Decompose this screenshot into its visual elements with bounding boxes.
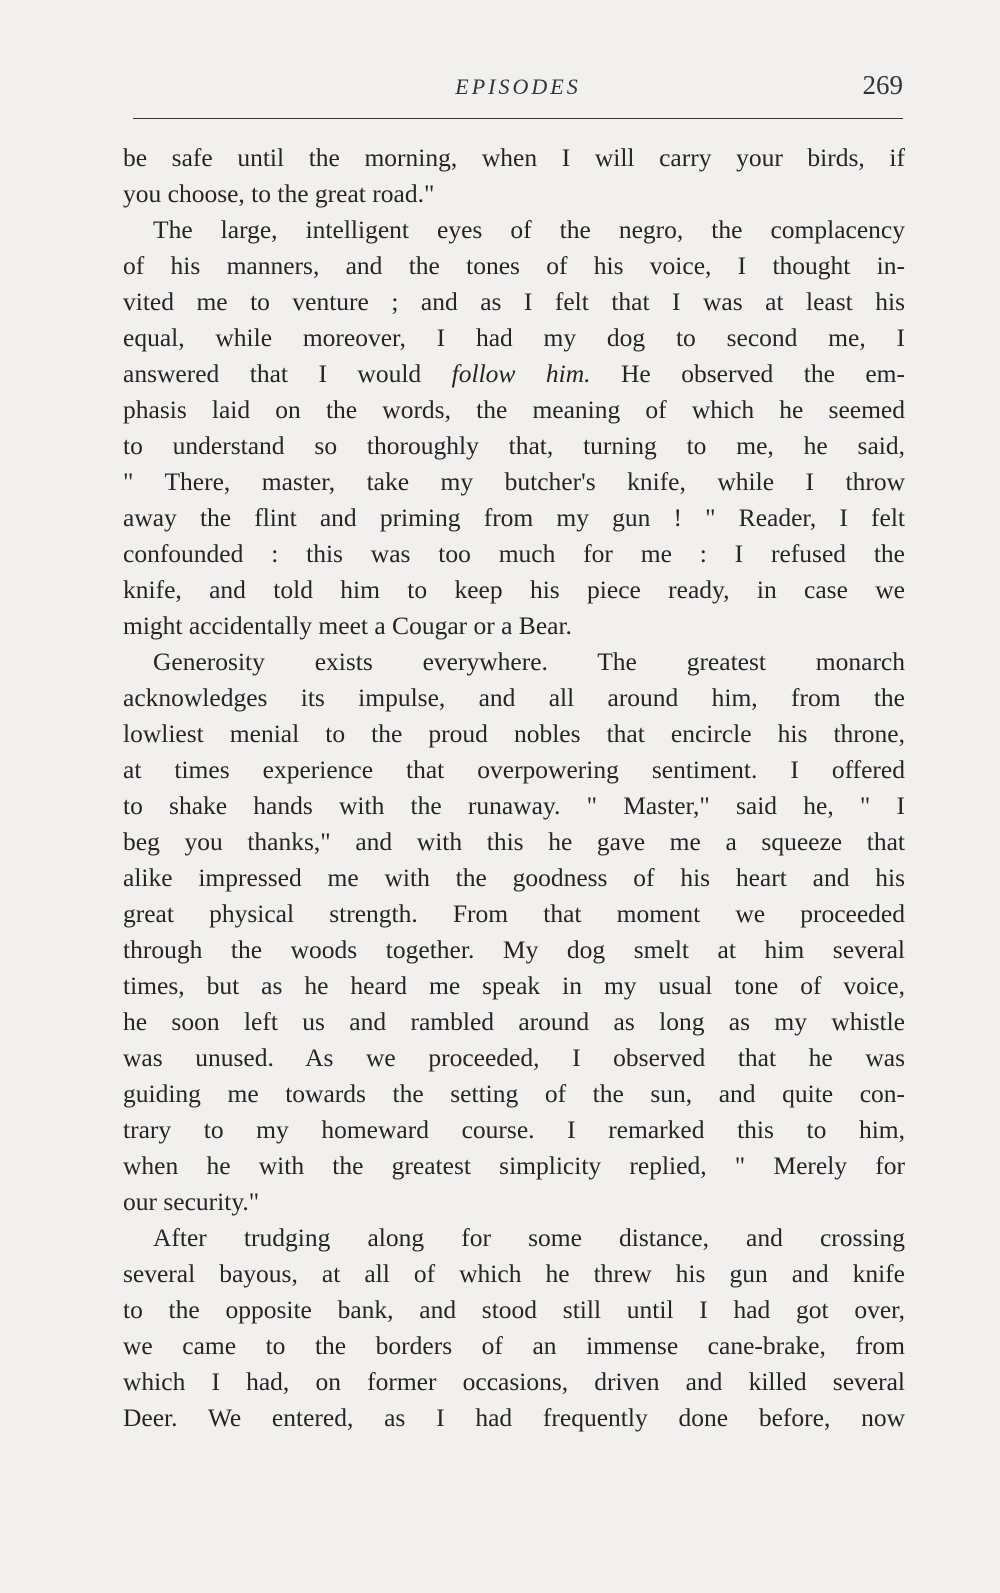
text-line: times, but as he heard me speak in my usual tone of voice, — [123, 971, 905, 1000]
text-line: at times experience that overpowering sentiment. I offered — [123, 755, 905, 784]
text-line: vited me to venture ; and as I felt that I was at least his — [123, 287, 905, 316]
text-line: acknowledges its impulse, and all around him, from the — [123, 683, 905, 712]
text-line: lowliest menial to the proud nobles that encircle his throne, — [123, 719, 905, 748]
text-line: of his manners, and the tones of his voice, I thought in- — [123, 251, 905, 280]
text-line: be safe until the morning, when I will carry your birds, if — [123, 143, 905, 172]
text-line: to the opposite bank, and stood still until I had got over, — [123, 1295, 905, 1324]
text-line: The large, intelligent eyes of the negro, the complacency — [153, 215, 905, 244]
text-line: knife, and told him to keep his piece ready, in case we — [123, 575, 905, 604]
text-line: to understand so thoroughly that, turning to me, he said, — [123, 431, 905, 460]
running-head: EPISODES — [455, 74, 581, 99]
italic-phrase: follow him. — [451, 359, 591, 388]
text-line: you choose, to the great road." — [123, 179, 435, 208]
text-line: which I had, on former occasions, driven and killed several — [123, 1367, 905, 1396]
text-line: he soon left us and rambled around as long as my whistle — [123, 1007, 905, 1036]
text-line: alike impressed me with the goodness of his heart and his — [123, 863, 905, 892]
text-line: our security." — [123, 1187, 260, 1216]
text-line: After trudging along for some distance, and crossing — [153, 1223, 905, 1252]
text-line: Generosity exists everywhere. The greatest monarch — [153, 647, 905, 676]
text-line: " There, master, take my butcher's knife, while I throw — [123, 467, 905, 496]
text-line: was unused. As we proceeded, I observed that he was — [123, 1043, 905, 1072]
text-line: we came to the borders of an immense cane-brake, from — [123, 1331, 905, 1360]
text-line: equal, while moreover, I had my dog to second me, I — [123, 323, 905, 352]
text-line: several bayous, at all of which he threw his gun and knife — [123, 1259, 905, 1288]
text-line: through the woods together. My dog smelt at him several — [123, 935, 905, 964]
text-line: trary to my homeward course. I remarked this to him, — [123, 1115, 905, 1144]
text-line: beg you thanks," and with this he gave me a squeeze that — [123, 827, 905, 856]
text-line: Deer. We entered, as I had frequently done before, now — [123, 1403, 905, 1432]
text-line: guiding me towards the setting of the sun, and quite con- — [123, 1079, 905, 1108]
text-line: great physical strength. From that moment we proceeded — [123, 899, 905, 928]
text-line: might accidentally meet a Cougar or a Bear. — [123, 611, 572, 640]
text-line: to shake hands with the runaway. " Master," said he, " I — [123, 791, 905, 820]
body-text — [123, 140, 905, 1436]
text-line: away the flint and priming from my gun ! " Reader, I felt — [123, 503, 905, 532]
page-header — [133, 70, 903, 119]
text-line: when he with the greatest simplicity replied, " Merely for — [123, 1151, 905, 1180]
text-line: answered that I would follow him. He observed the em- — [123, 359, 905, 388]
page-number: 269 — [862, 70, 903, 100]
text-line: confounded : this was too much for me : I refused the — [123, 539, 905, 568]
text-line: phasis laid on the words, the meaning of which he seemed — [123, 395, 905, 424]
